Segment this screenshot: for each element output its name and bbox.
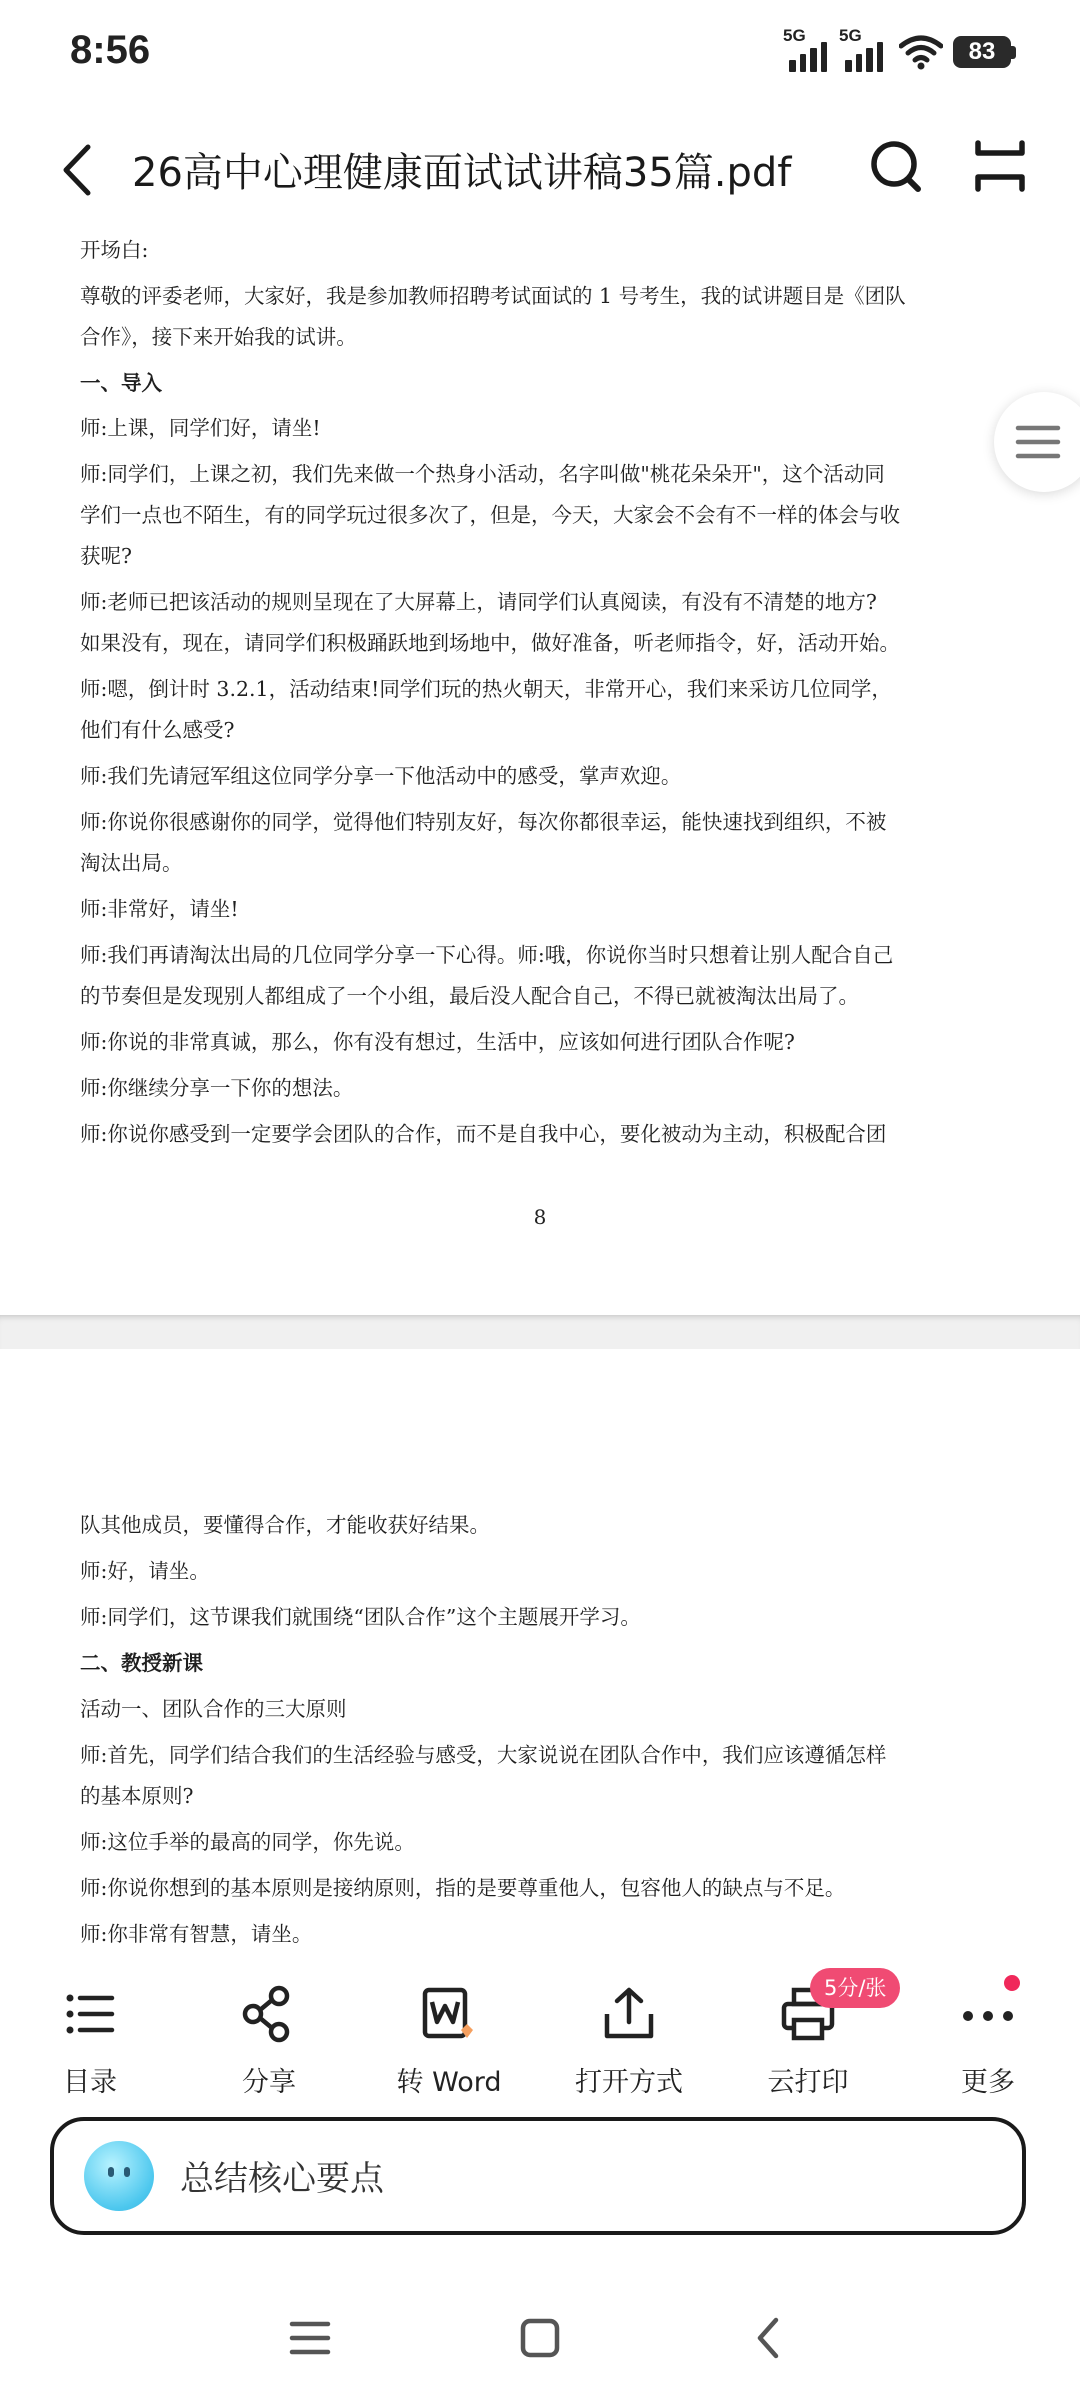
text-line: 师:你说你感受到一定要学会团队的合作，而不是自我中心，要化被动为主动，积极配合团 <box>80 1122 887 1146</box>
catalog-toggle-icon <box>1014 422 1064 462</box>
text-line: 师:我们先请冠军组这位同学分享一下他活动中的感受，掌声欢迎。 <box>80 764 682 788</box>
text-line: 师:你继续分享一下你的想法。 <box>80 1076 354 1100</box>
page-separator <box>0 1315 1080 1349</box>
signal-icon <box>783 26 827 72</box>
battery-icon <box>953 36 1016 68</box>
print-price-badge: 5分/张 <box>810 1968 900 2008</box>
signal-icon-2 <box>839 26 883 72</box>
open-with-icon <box>599 1984 659 2044</box>
ai-summary-bar[interactable] <box>50 2117 1026 2235</box>
text-line: 师:首先，同学们结合我们的生活经验与感受，大家说说在团队合作中，我们应该遵循怎样 <box>80 1743 887 1767</box>
assistant-avatar <box>84 2141 154 2211</box>
text-line: 尊敬的评委老师，大家好，我是参加教师招聘考试面试的 1 号考生，我的试讲题目是《团队 <box>80 284 906 308</box>
page-number: 8 <box>533 1205 547 1229</box>
toolbar-label: 目录 <box>63 2067 117 2098</box>
text-line: 师:同学们，上课之初，我们先来做一个热身小活动，名字叫做"桃花朵朵开"，这个活动同 <box>80 462 885 486</box>
open-with-button[interactable] <box>559 1964 699 2114</box>
sim1-label: 5G <box>783 26 806 45</box>
text-line: 师:你说你很感谢你的同学，觉得他们特别友好，每次你都很幸运，能快速找到组织，不被 <box>80 810 887 834</box>
section-heading: 二、教授新课 <box>80 1651 203 1675</box>
more-button[interactable] <box>918 1964 1058 2114</box>
toolbar-label: 云打印 <box>767 2067 849 2098</box>
text-line: 师:上课，同学们好，请坐! <box>80 416 321 440</box>
text-line: 的节奏但是发现别人都组成了一个小组，最后没人配合自己，不得已就被淘汰出局了。 <box>80 984 859 1008</box>
text-line: 师:好，请坐。 <box>80 1559 210 1583</box>
text-line: 活动一、团队合作的三大原则 <box>80 1697 347 1721</box>
system-nav-bar <box>0 2280 1080 2401</box>
text-line: 师:你说你想到的基本原则是接纳原则，指的是要尊重他人，包容他人的缺点与不足。 <box>80 1876 846 1900</box>
sim2-label: 5G <box>839 26 862 45</box>
text-line: 师:嗯，倒计时 3.2.1，活动结束!同学们玩的热火朝天，非常开心，我们来采访几位同学， <box>80 677 892 701</box>
share-button[interactable] <box>199 1964 339 2114</box>
document-title: 26高中心理健康面试试讲稿35篇.pdf <box>132 150 792 196</box>
chevron-left-icon[interactable] <box>52 135 112 205</box>
status-bar <box>0 0 1080 105</box>
text-line: 队其他成员，要懂得合作，才能收获好结果。 <box>80 1513 490 1537</box>
menu-icon[interactable] <box>280 2308 340 2368</box>
document-page[interactable] <box>0 1349 1080 1964</box>
text-line: 师:这位手举的最高的同学，你先说。 <box>80 1830 415 1854</box>
list-icon <box>60 1984 120 2044</box>
bottom-toolbar <box>0 1964 1080 2114</box>
text-line: 师:我们再请淘汰出局的几位同学分享一下心得。师:哦，你说你当时只想着让别人配合自己 <box>80 943 894 967</box>
text-line: 的基本原则? <box>80 1784 194 1808</box>
text-line: 他们有什么感受? <box>80 718 235 742</box>
word-convert-icon <box>419 1984 479 2044</box>
search-icon[interactable] <box>864 131 928 201</box>
expand-view-icon[interactable] <box>968 131 1032 201</box>
text-line: 合作》，接下来开始我的试讲。 <box>80 325 357 349</box>
convert-word-button[interactable] <box>379 1964 519 2114</box>
text-line: 师:老师已把该活动的规则呈现在了大屏幕上，请同学们认真阅读，有没有不清楚的地方? <box>80 590 877 614</box>
toolbar-label: 分享 <box>242 2067 296 2098</box>
catalog-button[interactable] <box>20 1964 160 2114</box>
text-line: 师:非常好，请坐! <box>80 897 239 921</box>
text-line: 淘汰出局。 <box>80 851 183 875</box>
status-icons <box>783 26 1016 72</box>
share-icon <box>239 1984 299 2044</box>
wifi-icon <box>899 34 943 70</box>
notification-dot <box>1004 1975 1020 1991</box>
ai-summary-prompt: 总结核心要点 <box>180 2159 384 2199</box>
text-line: 开场白: <box>80 238 149 262</box>
section-heading: 一、导入 <box>80 371 162 395</box>
home-icon[interactable] <box>510 2308 570 2368</box>
text-line: 师:你说的非常真诚，那么，你有没有想过，生活中，应该如何进行团队合作呢? <box>80 1030 795 1054</box>
text-line: 如果没有，现在，请同学们积极踊跃地到场地中，做好准备，听老师指令，好，活动开始。 <box>80 631 900 655</box>
more-icon <box>958 1984 1018 2044</box>
document-header <box>0 105 1080 230</box>
toolbar-label: 更多 <box>961 2067 1015 2098</box>
toolbar-label: 转 Word <box>396 2067 502 2098</box>
back-icon[interactable] <box>740 2308 800 2368</box>
status-time: 8:56 <box>70 28 151 72</box>
toolbar-label: 打开方式 <box>575 2067 683 2098</box>
battery-level: 83 <box>953 36 1011 68</box>
text-line: 获呢? <box>80 544 132 568</box>
text-line: 学们一点也不陌生，有的同学玩过很多次了，但是，今天，大家会不会有不一样的体会与收 <box>80 503 900 527</box>
document-page[interactable] <box>0 230 1080 1315</box>
text-line: 师:同学们，这节课我们就围绕“团队合作”这个主题展开学习。 <box>80 1605 641 1629</box>
text-line: 师:你非常有智慧，请坐。 <box>80 1922 313 1946</box>
